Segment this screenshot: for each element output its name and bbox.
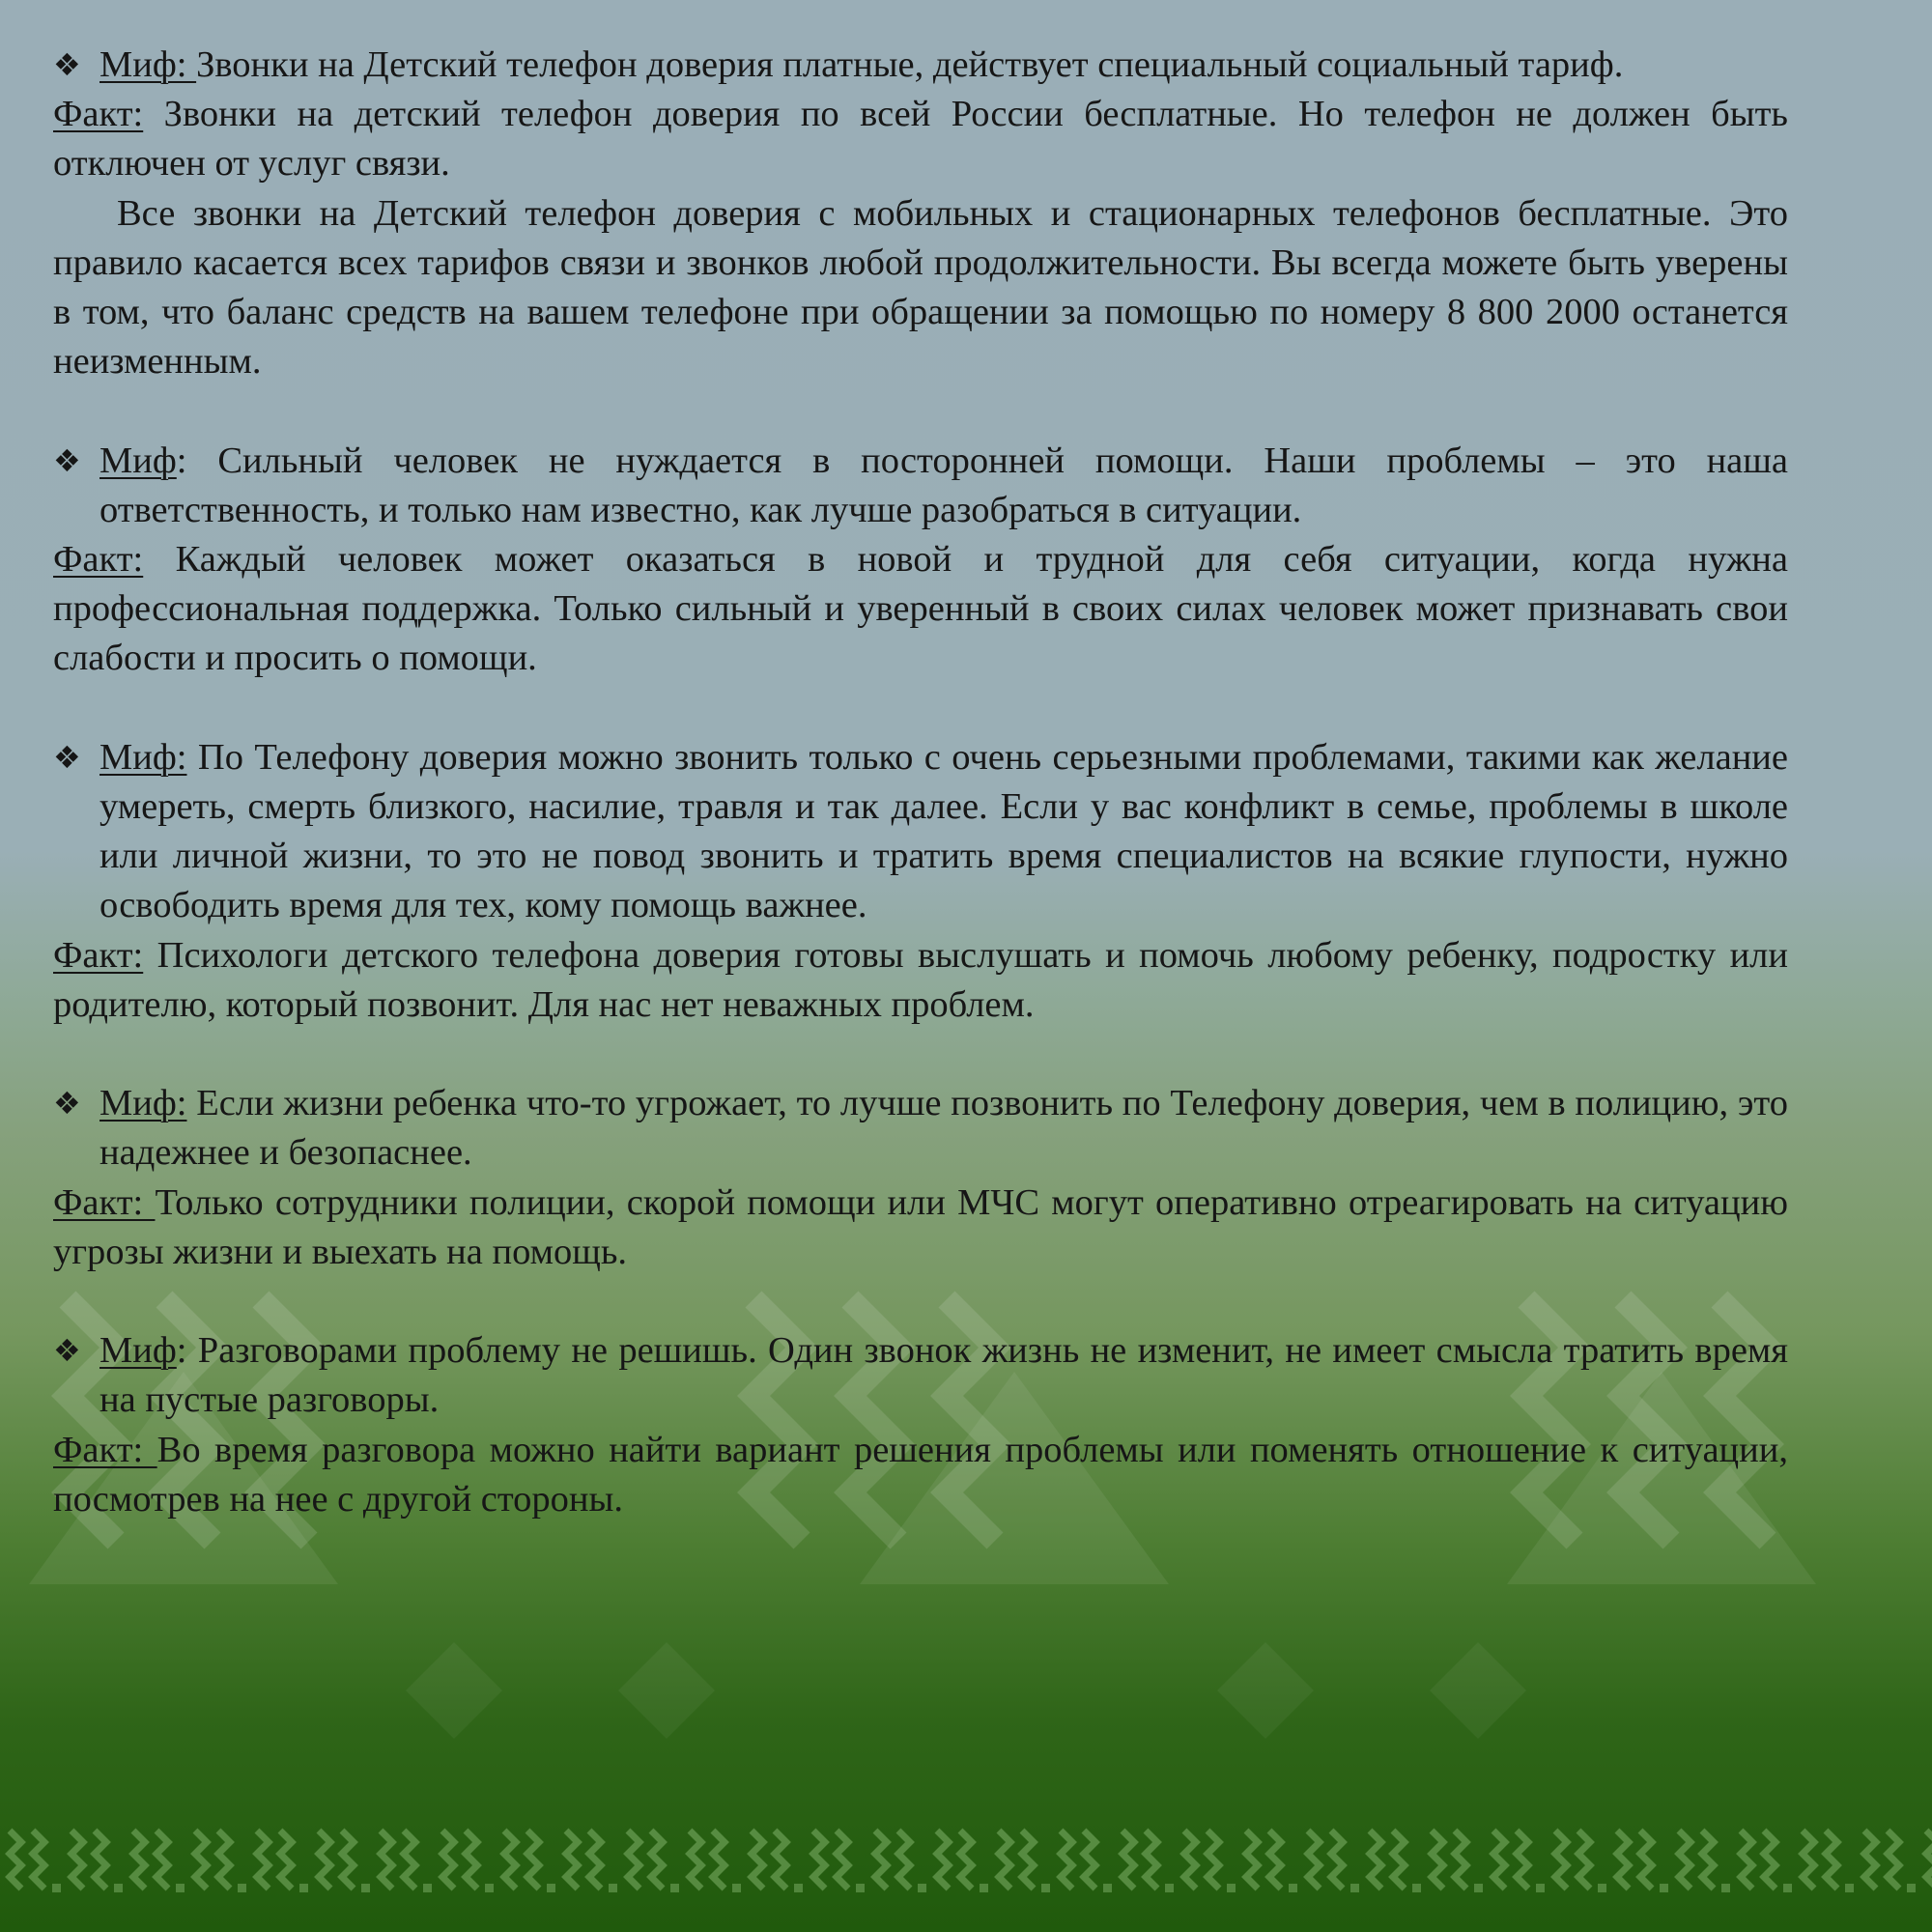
zigzag-stroke <box>1208 1831 1219 1889</box>
spacer <box>53 684 1788 733</box>
zigzag-dot <box>1350 1884 1359 1892</box>
zigzag-stroke <box>156 1831 168 1889</box>
fact-label: Факт: <box>53 1181 156 1223</box>
zigzag-stroke <box>999 1831 1010 1889</box>
fact-4 <box>53 1179 1788 1277</box>
fact-text: Только сотрудники полиции, скорой помощи или МЧС могут оперативно отреагировать на ситуацию угрозы жизни и выехать на помощь. <box>53 1181 1788 1272</box>
myth-text: Звонки на Детский телефон доверия платные, действует специальный социальный тариф. <box>196 44 1624 85</box>
zigzag-dot <box>1721 1884 1730 1892</box>
zigzag-dot <box>856 1884 865 1892</box>
zigzag-dot <box>732 1884 741 1892</box>
zigzag-stroke <box>257 1831 269 1889</box>
spacer <box>53 386 1788 436</box>
zigzag-stroke <box>1393 1831 1405 1889</box>
zigzag-stroke <box>1184 1831 1196 1889</box>
zigzag-stroke <box>813 1831 825 1889</box>
zigzag-stroke <box>752 1831 763 1889</box>
zigzag-stroke <box>1061 1831 1072 1889</box>
zigzag-stroke <box>1331 1831 1343 1889</box>
zigzag-dot <box>52 1884 61 1892</box>
zigzag-stroke <box>1679 1831 1690 1889</box>
spacer <box>53 1277 1788 1326</box>
zigzag-stroke <box>1432 1831 1443 1889</box>
myth-text: : Разговорами проблему не решишь. Один звонок жизнь не изменит, не имеет смысла тратить время на пустые разговоры. <box>99 1330 1788 1421</box>
zigzag-stroke <box>1084 1831 1095 1889</box>
zigzag-dot <box>1598 1884 1606 1892</box>
zigzag-stroke <box>960 1831 972 1889</box>
zigzag-border-pattern <box>10 1831 1932 1892</box>
zigzag-stroke <box>1888 1831 1899 1889</box>
zigzag-stroke <box>1864 1831 1876 1889</box>
zigzag-stroke <box>651 1831 663 1889</box>
zigzag-stroke <box>218 1831 230 1889</box>
fact-text: Психологи детского телефона доверия готовы выслушать и помочь любому ребенку, подростку или родителю, который позвонит. Для нас нет неважных проблем. <box>53 934 1788 1025</box>
bullet-icon: ❖ <box>53 738 81 776</box>
myth-label: Миф <box>99 1330 177 1372</box>
zigzag-stroke <box>71 1831 83 1889</box>
myth-5 <box>53 1326 1788 1425</box>
zigzag-dot <box>1783 1884 1792 1892</box>
zigzag-stroke <box>837 1831 848 1889</box>
zigzag-dot <box>176 1884 185 1892</box>
zigzag-dot <box>485 1884 494 1892</box>
bullet-icon: ❖ <box>53 1332 81 1370</box>
zigzag-stroke <box>404 1831 415 1889</box>
zigzag-dot <box>1536 1884 1545 1892</box>
zigzag-dot <box>1103 1884 1112 1892</box>
zigzag-stroke <box>1702 1831 1714 1889</box>
zigzag-stroke <box>628 1831 639 1889</box>
myth-text: Если жизни ребенка что-то угрожает, то лучше позвонить по Телефону доверия, чем в полицию, это надежнее и безопаснее. <box>99 1083 1788 1174</box>
fact-text: Каждый человек может оказаться в новой и трудной для себя ситуации, когда нужна профессиональная поддержка. Только сильный и уверенный в своих силах человек может признавать свои слабости и просить о помощи. <box>53 539 1788 679</box>
zigzag-stroke <box>280 1831 292 1889</box>
zigzag-stroke <box>342 1831 354 1889</box>
fact-2 <box>53 535 1788 684</box>
zigzag-dot <box>794 1884 803 1892</box>
zigzag-dot <box>980 1884 988 1892</box>
zigzag-stroke <box>1741 1831 1752 1889</box>
zigzag-dot <box>609 1884 617 1892</box>
bullet-icon: ❖ <box>53 1085 81 1122</box>
zigzag-stroke <box>775 1831 786 1889</box>
bullet-icon: ❖ <box>53 441 81 479</box>
zigzag-stroke <box>937 1831 949 1889</box>
zigzag-dot <box>361 1884 370 1892</box>
fact-5 <box>53 1426 1788 1524</box>
zigzag-stroke <box>566 1831 578 1889</box>
zigzag-stroke <box>195 1831 207 1889</box>
zigzag-stroke <box>1517 1831 1528 1889</box>
zigzag-dot <box>1412 1884 1421 1892</box>
fact-text: Во время разговора можно найти вариант решения проблемы или поменять отношение к ситуации, посмотрев на нее с другой стороны. <box>53 1429 1788 1520</box>
zigzag-dot <box>670 1884 679 1892</box>
fact-1 <box>53 90 1788 188</box>
zigzag-dot <box>547 1884 555 1892</box>
zigzag-dot <box>299 1884 308 1892</box>
zigzag-stroke <box>1122 1831 1134 1889</box>
myth-3 <box>53 733 1788 931</box>
myth-1 <box>53 41 1788 90</box>
zigzag-stroke <box>690 1831 701 1889</box>
zigzag-dot <box>114 1884 123 1892</box>
zigzag-dot <box>1289 1884 1297 1892</box>
zigzag-stroke <box>1617 1831 1629 1889</box>
zigzag-stroke <box>1308 1831 1320 1889</box>
zigzag-stroke <box>466 1831 477 1889</box>
zigzag-dot <box>1660 1884 1668 1892</box>
zigzag-stroke <box>1826 1831 1837 1889</box>
zigzag-stroke <box>1803 1831 1814 1889</box>
myth-label: Миф: <box>99 44 197 85</box>
myth-text: : Сильный человек не нуждается в посторонней помощи. Наши проблемы – это наша ответственность, и только нам известно, как лучше разобраться в ситуации. <box>99 440 1788 530</box>
fact-label: Факт: <box>53 539 144 581</box>
fact-text: Звонки на детский телефон доверия по всей России бесплатные. Но телефон не должен быть отключен от услуг связи. <box>53 94 1788 185</box>
zigzag-stroke <box>875 1831 887 1889</box>
zigzag-stroke <box>589 1831 601 1889</box>
zigzag-stroke <box>1555 1831 1567 1889</box>
myth-text: По Телефону доверия можно звонить только с очень серьезными проблемами, такими как желание умереть, смерть близкого, насилие, травля и так далее. Если у вас конфликт в семье, проблемы в школе или личной жизни, то это не повод звонить и тратить время специалистов на всякие глупости, нужно освободить время для тех, кому помощь важнее. <box>99 736 1788 926</box>
fact-label: Факт: <box>53 1429 157 1470</box>
zigzag-stroke <box>133 1831 145 1889</box>
zigzag-stroke <box>1269 1831 1281 1889</box>
zigzag-stroke <box>1640 1831 1652 1889</box>
zigzag-stroke <box>1578 1831 1590 1889</box>
zigzag-stroke <box>1370 1831 1381 1889</box>
zigzag-dot <box>1845 1884 1854 1892</box>
zigzag-dot <box>1907 1884 1916 1892</box>
zigzag-dot <box>423 1884 432 1892</box>
zigzag-stroke <box>1764 1831 1776 1889</box>
zigzag-dot <box>1041 1884 1050 1892</box>
zigzag-stroke <box>33 1831 44 1889</box>
zigzag-stroke <box>1455 1831 1466 1889</box>
zigzag-stroke <box>713 1831 724 1889</box>
zigzag-stroke <box>1246 1831 1258 1889</box>
zigzag-stroke <box>1926 1831 1932 1889</box>
zigzag-stroke <box>1493 1831 1505 1889</box>
zigzag-stroke <box>1146 1831 1157 1889</box>
zigzag-stroke <box>10 1831 21 1889</box>
zigzag-stroke <box>319 1831 330 1889</box>
zigzag-stroke <box>504 1831 516 1889</box>
myth-label: Миф <box>99 440 177 481</box>
myth-2 <box>53 437 1788 535</box>
myths-facts-document <box>53 41 1788 1524</box>
spacer <box>53 1030 1788 1079</box>
zigzag-stroke <box>381 1831 392 1889</box>
fact-3 <box>53 931 1788 1030</box>
zigzag-stroke <box>95 1831 106 1889</box>
zigzag-stroke <box>442 1831 454 1889</box>
bullet-icon: ❖ <box>53 46 81 83</box>
zigzag-stroke <box>527 1831 539 1889</box>
fact-1-detail: Все звонки на Детский телефон доверия с мобильных и стационарных телефонов бесплатные. Это правило касается всех тарифов связи и звонков любой продолжительности. Вы всегда можете быть уверены в том, что баланс средств на вашем телефоне при обращении за помощью по номеру 8 800 2000 останется неизменным. <box>53 192 1788 383</box>
zigzag-dot <box>238 1884 246 1892</box>
zigzag-dot <box>1165 1884 1174 1892</box>
fact-label: Факт: <box>53 934 144 976</box>
myth-4 <box>53 1079 1788 1178</box>
fact-label: Факт: <box>53 94 144 135</box>
myth-label: Миф: <box>99 736 187 778</box>
zigzag-stroke <box>1022 1831 1034 1889</box>
myth-label: Миф: <box>99 1083 187 1124</box>
diamond-pattern <box>406 1642 1526 1739</box>
zigzag-dot <box>1474 1884 1483 1892</box>
zigzag-stroke <box>898 1831 910 1889</box>
zigzag-dot <box>918 1884 926 1892</box>
zigzag-dot <box>1227 1884 1236 1892</box>
